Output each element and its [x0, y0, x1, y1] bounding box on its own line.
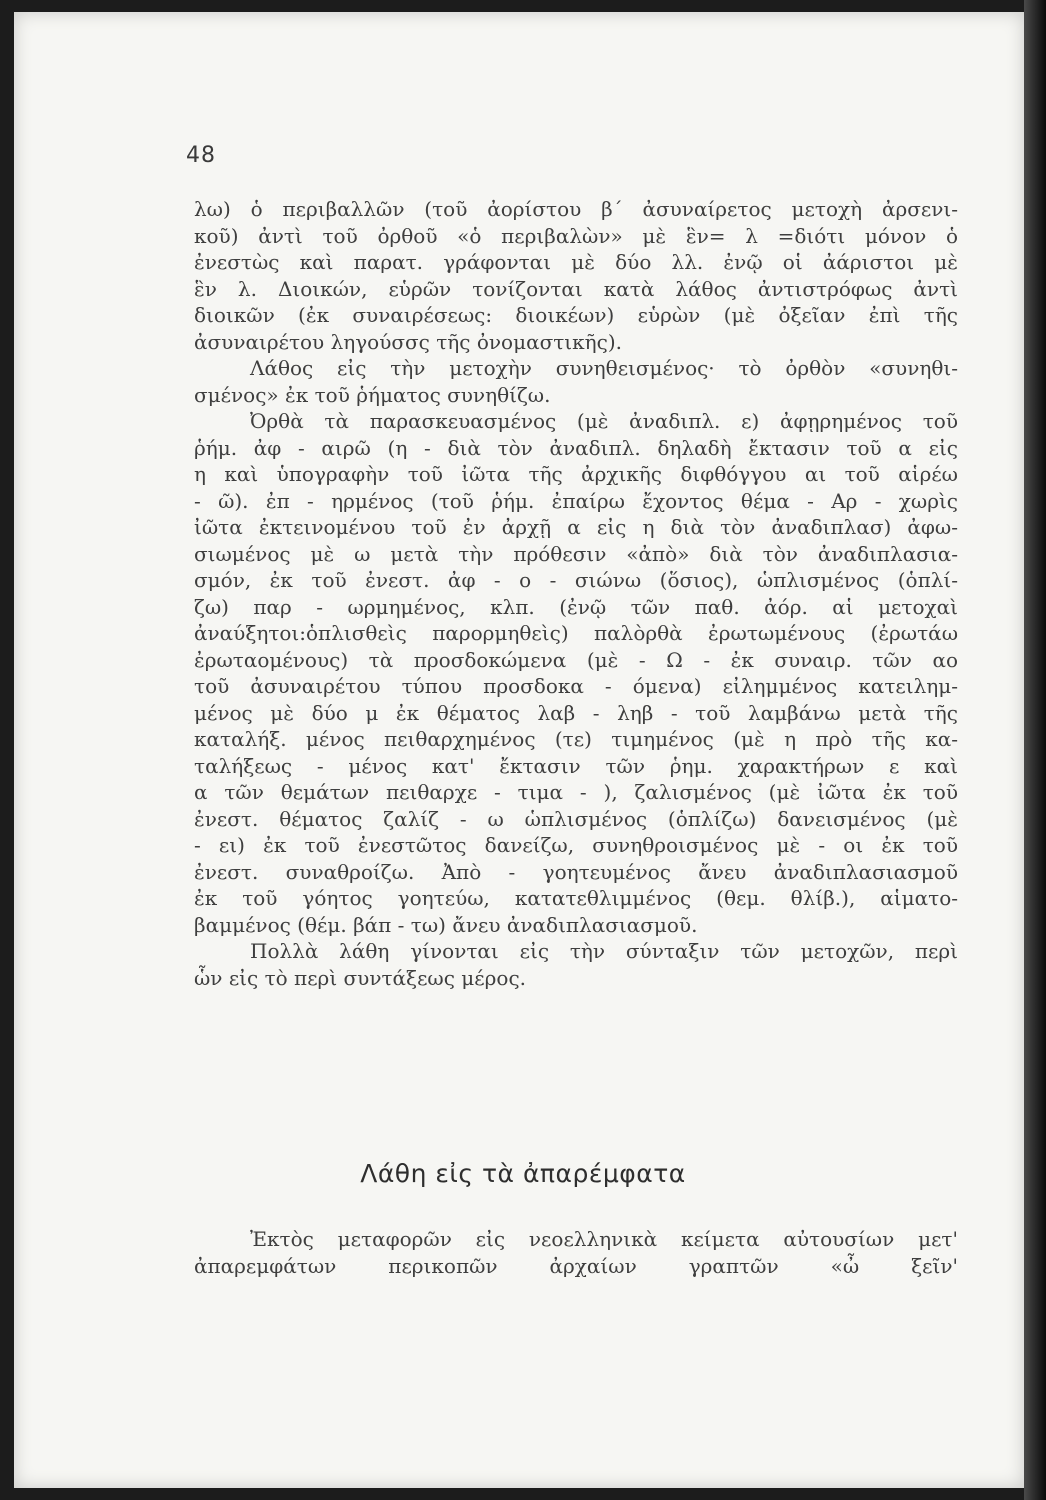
text-line: ἓν λ. Διοικών, εὑρῶν τονίζονται κατὰ λάθος ἀντιστρόφως ἀντὶ	[194, 276, 958, 301]
text-line: ἀσυναιρέτου ληγούσσς τῆς ὀνομαστικῆς).	[194, 329, 622, 354]
section-paragraph	[194, 1226, 958, 1279]
text-line: ἰῶτα ἐκτεινομένου τοῦ ἐν ἀρχῇ α εἰς η διὰ τὸν ἀναδιπλασ) ἀφω-	[194, 515, 958, 539]
text-line: καταλήξ. μένος πειθαρχημένος (τε) τιμημένος (μὲ η πρὸ τῆς κα-	[194, 727, 958, 751]
text-line: Λάθος εἰς τὴν μετοχὴν συνηθεισμένος· τὸ ὀρθὸν «συνηθι-	[250, 356, 958, 380]
text-line: ἐρωταομένους) τὰ προσδοκώμενα (μὲ - Ω - ἐκ συναιρ. τῶν αο	[194, 647, 958, 672]
text-line: σιωμένος μὲ ω μετὰ τὴν πρόθεσιν «ἀπὸ» διὰ τὸν ἀναδιπλασια-	[194, 541, 958, 566]
text-line: Ὀρθὰ τὰ παρασκευασμένος (μὲ ἀναδιπλ. ε) ἀφῃρημένος τοῦ	[250, 409, 958, 433]
text-line: ἐκ τοῦ γόητος γοητεύω, κατατεθλιμμένος (θεμ. θλίβ.), αἱματο-	[194, 886, 958, 910]
section-heading: Λάθη εἰς τὰ ἀπαρέμφατα	[360, 1159, 686, 1188]
body-text	[194, 196, 958, 991]
text-line: ἀπαρεμφάτων περικοπῶν ἀρχαίων γραπτῶν «ὦ ξεῖν'	[194, 1253, 958, 1278]
text-line: η καὶ ὑπογραφὴν τοῦ ἰῶτα τῆς ἀρχικῆς διφθόγγου αι τοῦ αἱρέω	[194, 462, 958, 486]
text-line: α τῶν θεμάτων πειθαρχε - τιμα - ), ζαλισμένος (μὲ ἰῶτα ἐκ τοῦ	[194, 780, 958, 804]
text-line: ἐνεστ. θέματος ζαλίζ - ω ὡπλισμένος (ὁπλίζω) δανεισμένος (μὲ	[194, 806, 958, 831]
text-line: ῥήμ. ἀφ - αιρῶ (η - διὰ τὸν ἀναδιπλ. δηλαδὴ ἔκτασιν τοῦ α εἰς	[194, 435, 958, 460]
text-line: ὧν εἰς τὸ περὶ συντάξεως μέρος.	[194, 965, 527, 990]
text-line: μένος μὲ δύο μ ἐκ θέματος λαβ - ληβ - τοῦ λαμβάνω μετὰ τῆς	[194, 700, 958, 725]
text-line: ἐνεστὼς καὶ παρατ. γράφονται μὲ δύο λλ. ἐνῷ οἱ ἀάριστοι μὲ	[194, 250, 958, 274]
text-line: ταλήξεως - μένος κατ' ἔκτασιν τῶν ῥημ. χαρακτήρων ε καὶ	[194, 753, 958, 778]
text-line: βαμμένος (θέμ. βάπ - τω) ἄνευ ἀναδιπλασιασμοῦ.	[194, 912, 698, 937]
text-line: τοῦ ἀσυναιρέτου τύπου προσδοκα - όμενα) εἰλημμένος κατειλημ-	[194, 674, 958, 698]
text-line: ἐνεστ. συναθροίζω. Ἀπὸ - γοητευμένος ἄνευ ἀναδιπλασιασμοῦ	[194, 859, 958, 884]
text-line: Πολλὰ λάθη γίνονται εἰς τὴν σύνταξιν τῶν μετοχῶν, περὶ	[250, 939, 958, 963]
text-line: - ει) ἐκ τοῦ ἐνεστῶτος δανείζω, συνηθροισμένος μὲ - οι ἐκ τοῦ	[194, 833, 958, 857]
text-line: ζω) παρ - ωρμημένος, κλπ. (ἐνῷ τῶν παθ. ἀόρ. αἱ μετοχαὶ	[194, 594, 958, 619]
text-line: λω) ὁ περιβαλλῶν (τοῦ ἀορίστου β΄ ἀσυναίρετος μετοχὴ ἀρσενι-	[194, 197, 958, 221]
text-line: σμόν, ἐκ τοῦ ἐνεστ. ἀφ - ο - σιώνω (ὅσιος), ὡπλισμένος (ὁπλί-	[194, 568, 958, 592]
text-line: Ἐκτὸς μεταφορῶν εἰς νεοελληνικὰ κείμετα αὐτουσίων μετ'	[250, 1227, 958, 1251]
text-line: διοικῶν (ἐκ συναιρέσεως: διοικέων) εὑρὼν (μὲ ὀξεῖαν ἐπὶ τῆς	[194, 303, 958, 327]
page-number: 48	[186, 143, 216, 168]
scan-edge	[1024, 0, 1046, 1500]
text-line: κοῦ) ἀντὶ τοῦ ὀρθοῦ «ὁ περιβαλὼν» μὲ ἓν= λ =διότι μόνον ὁ	[194, 223, 958, 248]
text-line: ἀναύξητοι:ὁπλισθεὶς παρορμηθεὶς) παλὸρθὰ ἐρωτωμένους (ἐρωτάω	[194, 621, 958, 645]
text-line: - ῶ). ἐπ - ηρμένος (τοῦ ῥήμ. ἐπαίρω ἔχοντος θέμα - Αρ - χωρὶς	[194, 488, 958, 513]
text-line: σμένος» ἐκ τοῦ ῥήματος συνηθίζω.	[194, 382, 551, 407]
